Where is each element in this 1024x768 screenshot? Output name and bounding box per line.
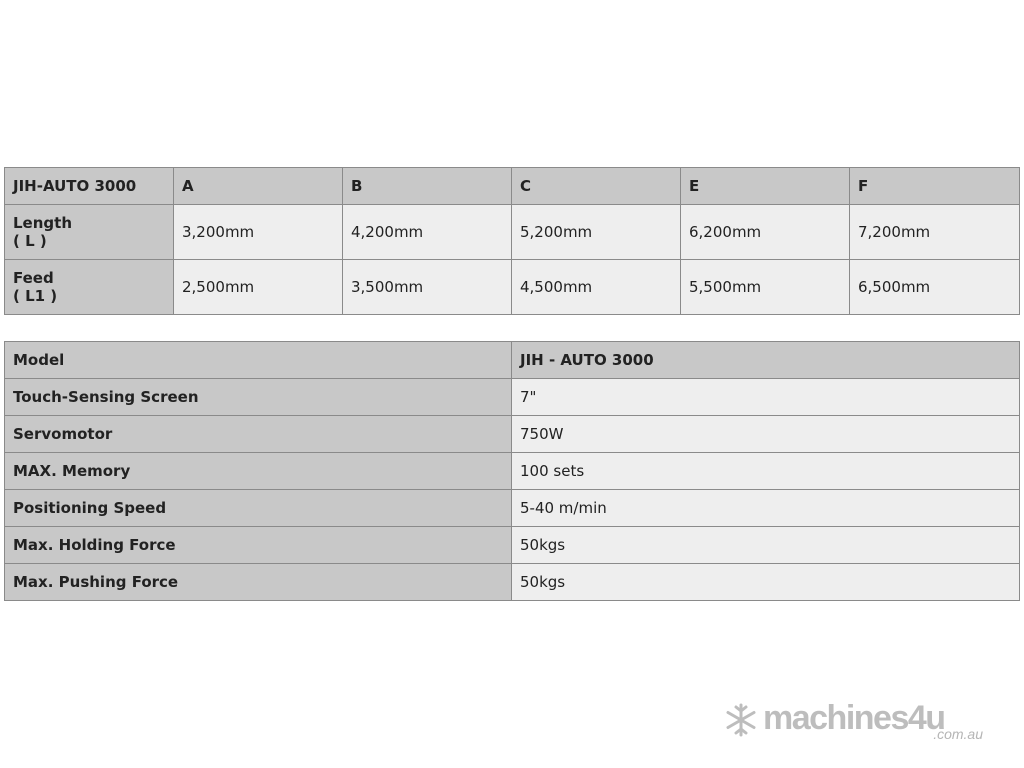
- spec-label: Max. Holding Force: [5, 527, 512, 564]
- spec-row-pushing-force: [5, 564, 1020, 601]
- model-header-cell: JIH-AUTO 3000: [5, 168, 174, 205]
- spec-label: Positioning Speed: [5, 490, 512, 527]
- size-e-header-cell: E: [681, 168, 850, 205]
- spec-row-touch-screen: [5, 379, 1020, 416]
- size-b-header-cell: B: [343, 168, 512, 205]
- length-label-cell: [5, 205, 174, 260]
- feed-label-cell: [5, 260, 174, 315]
- spec-label: Touch-Sensing Screen: [5, 379, 512, 416]
- spec-header-value: JIH - AUTO 3000: [512, 342, 1020, 379]
- spec-row-holding-force: [5, 527, 1020, 564]
- feed-value-a: 2,500mm: [174, 260, 343, 315]
- snowflake-logo-icon: [723, 702, 759, 738]
- spec-value: 100 sets: [512, 453, 1020, 490]
- spec-header-label: Model: [5, 342, 512, 379]
- size-a-header-cell: A: [174, 168, 343, 205]
- brand-domain: .com.au: [933, 726, 983, 742]
- length-label: Length: [13, 214, 72, 232]
- machines4u-watermark: [723, 700, 993, 745]
- spec-label: MAX. Memory: [5, 453, 512, 490]
- spec-row-positioning-speed: [5, 490, 1020, 527]
- spec-value: 50kgs: [512, 564, 1020, 601]
- feed-value-e: 5,500mm: [681, 260, 850, 315]
- length-value-e: 6,200mm: [681, 205, 850, 260]
- length-row: [5, 205, 1020, 260]
- spec-row-memory: [5, 453, 1020, 490]
- spec-header-row: [5, 342, 1020, 379]
- length-symbol: ( L ): [13, 232, 47, 250]
- size-f-header-cell: F: [850, 168, 1020, 205]
- spec-label: Servomotor: [5, 416, 512, 453]
- feed-value-c: 4,500mm: [512, 260, 681, 315]
- spec-value: 750W: [512, 416, 1020, 453]
- specification-table: [4, 341, 1020, 601]
- length-value-c: 5,200mm: [512, 205, 681, 260]
- feed-value-f: 6,500mm: [850, 260, 1020, 315]
- spec-value: 50kgs: [512, 527, 1020, 564]
- length-value-f: 7,200mm: [850, 205, 1020, 260]
- spec-row-servomotor: [5, 416, 1020, 453]
- length-value-a: 3,200mm: [174, 205, 343, 260]
- dimension-header-row: [5, 168, 1020, 205]
- size-c-header-cell: C: [512, 168, 681, 205]
- spec-label: Max. Pushing Force: [5, 564, 512, 601]
- spec-value: 5-40 m/min: [512, 490, 1020, 527]
- feed-row: [5, 260, 1020, 315]
- feed-label: Feed: [13, 269, 54, 287]
- dimension-table: [4, 167, 1020, 315]
- feed-value-b: 3,500mm: [343, 260, 512, 315]
- spec-value: 7": [512, 379, 1020, 416]
- length-value-b: 4,200mm: [343, 205, 512, 260]
- feed-symbol: ( L1 ): [13, 287, 58, 305]
- brand-wordmark: machines4u: [763, 699, 945, 737]
